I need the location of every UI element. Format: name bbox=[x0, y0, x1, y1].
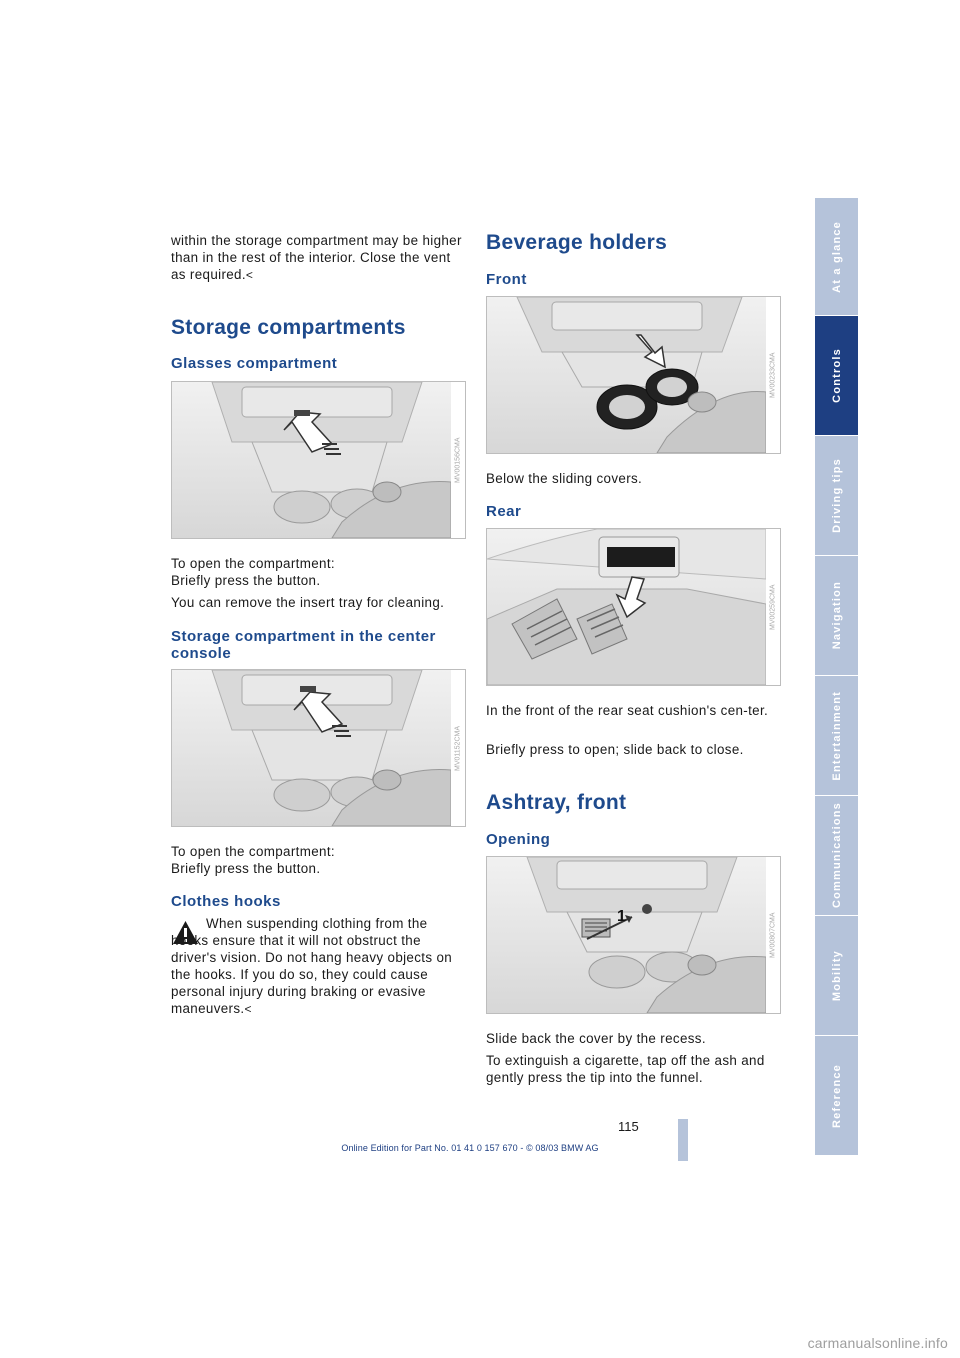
ashtray-text-1: Slide back the cover by the recess. bbox=[486, 1031, 706, 1046]
glasses-compartment-heading: Glasses compartment bbox=[171, 355, 338, 372]
section-tabs bbox=[815, 198, 858, 1156]
beverage-holders-heading: Beverage holders bbox=[486, 231, 668, 254]
tab-reference[interactable]: Reference bbox=[815, 1036, 858, 1155]
rear-beverage-figure bbox=[486, 528, 781, 686]
intro-paragraph: within the storage compartment may be higher than in the rest of the interior. Close the vent as required.< bbox=[171, 233, 462, 282]
callout-1: 1 bbox=[617, 908, 626, 925]
center-instruction-1: To open the compartment: bbox=[171, 844, 335, 859]
ashtray-illustration bbox=[487, 857, 766, 1013]
rear-heading: Rear bbox=[486, 503, 522, 520]
glasses-instruction-2: Briefly press the button. bbox=[171, 573, 321, 588]
footer-text: Online Edition for Part No. 01 41 0 157 670 - © 08/03 BMW AG bbox=[341, 1143, 599, 1153]
storage-compartments-heading: Storage compartments bbox=[171, 316, 406, 339]
page-number: 115 bbox=[618, 1119, 639, 1134]
page-marker-bar bbox=[678, 1119, 688, 1161]
front-heading: Front bbox=[486, 271, 527, 288]
center-console-figure bbox=[171, 669, 466, 827]
tab-driving-tips[interactable]: Driving tips bbox=[815, 436, 858, 555]
clothes-hooks-heading: Clothes hooks bbox=[171, 893, 281, 910]
figure-code: MV01152CMA bbox=[451, 670, 465, 826]
figure-code: MV00259CMA bbox=[766, 529, 780, 685]
watermark bbox=[0, 1335, 960, 1351]
glasses-compartment-figure bbox=[171, 381, 466, 539]
tab-controls[interactable]: Controls bbox=[815, 316, 858, 435]
console-illustration bbox=[172, 670, 451, 826]
tab-navigation[interactable]: Navigation bbox=[815, 556, 858, 675]
tab-mobility[interactable]: Mobility bbox=[815, 916, 858, 1035]
figure-code: MV00233CMA bbox=[766, 297, 780, 453]
front-beverage-figure bbox=[486, 296, 781, 454]
watermark-text: carmanualsonline.info bbox=[807, 1335, 948, 1351]
ashtray-figure bbox=[486, 856, 781, 1014]
ashtray-text-2: To extinguish a cigarette, tap off the ash and gently press the tip into the funnel. bbox=[486, 1053, 765, 1085]
glasses-instruction-1: To open the compartment: bbox=[171, 556, 335, 571]
center-console-heading: Storage compartment in the center console bbox=[171, 628, 436, 662]
tab-at-a-glance[interactable]: At a glance bbox=[815, 198, 858, 315]
rear-text-1: In the front of the rear seat cushion's cen-ter. bbox=[486, 703, 769, 718]
glasses-instruction-3: You can remove the insert tray for cleaning. bbox=[171, 595, 445, 610]
ashtray-heading: Ashtray, front bbox=[486, 791, 627, 814]
console-illustration bbox=[172, 382, 451, 538]
rear-text-2: Briefly press to open; slide back to close. bbox=[486, 742, 744, 757]
footer bbox=[0, 1143, 960, 1153]
clothes-warning-text: When suspending clothing from the hooks ensure that it will not obstruct the driver's vision. Do not hang heavy objects on the hooks. If you do so, they could cause personal injury during braking or evasive maneuvers.< bbox=[171, 916, 453, 1016]
figure-code: MV00156CMA bbox=[451, 382, 465, 538]
tab-entertainment[interactable]: Entertainment bbox=[815, 676, 858, 795]
opening-heading: Opening bbox=[486, 831, 551, 848]
center-instruction-2: Briefly press the button. bbox=[171, 861, 321, 876]
figure-code: MV00807CMA bbox=[766, 857, 780, 1013]
cup-holder-illustration bbox=[487, 297, 766, 453]
tab-communications[interactable]: Communications bbox=[815, 796, 858, 915]
rear-console-illustration bbox=[487, 529, 766, 685]
front-text: Below the sliding covers. bbox=[486, 471, 643, 486]
